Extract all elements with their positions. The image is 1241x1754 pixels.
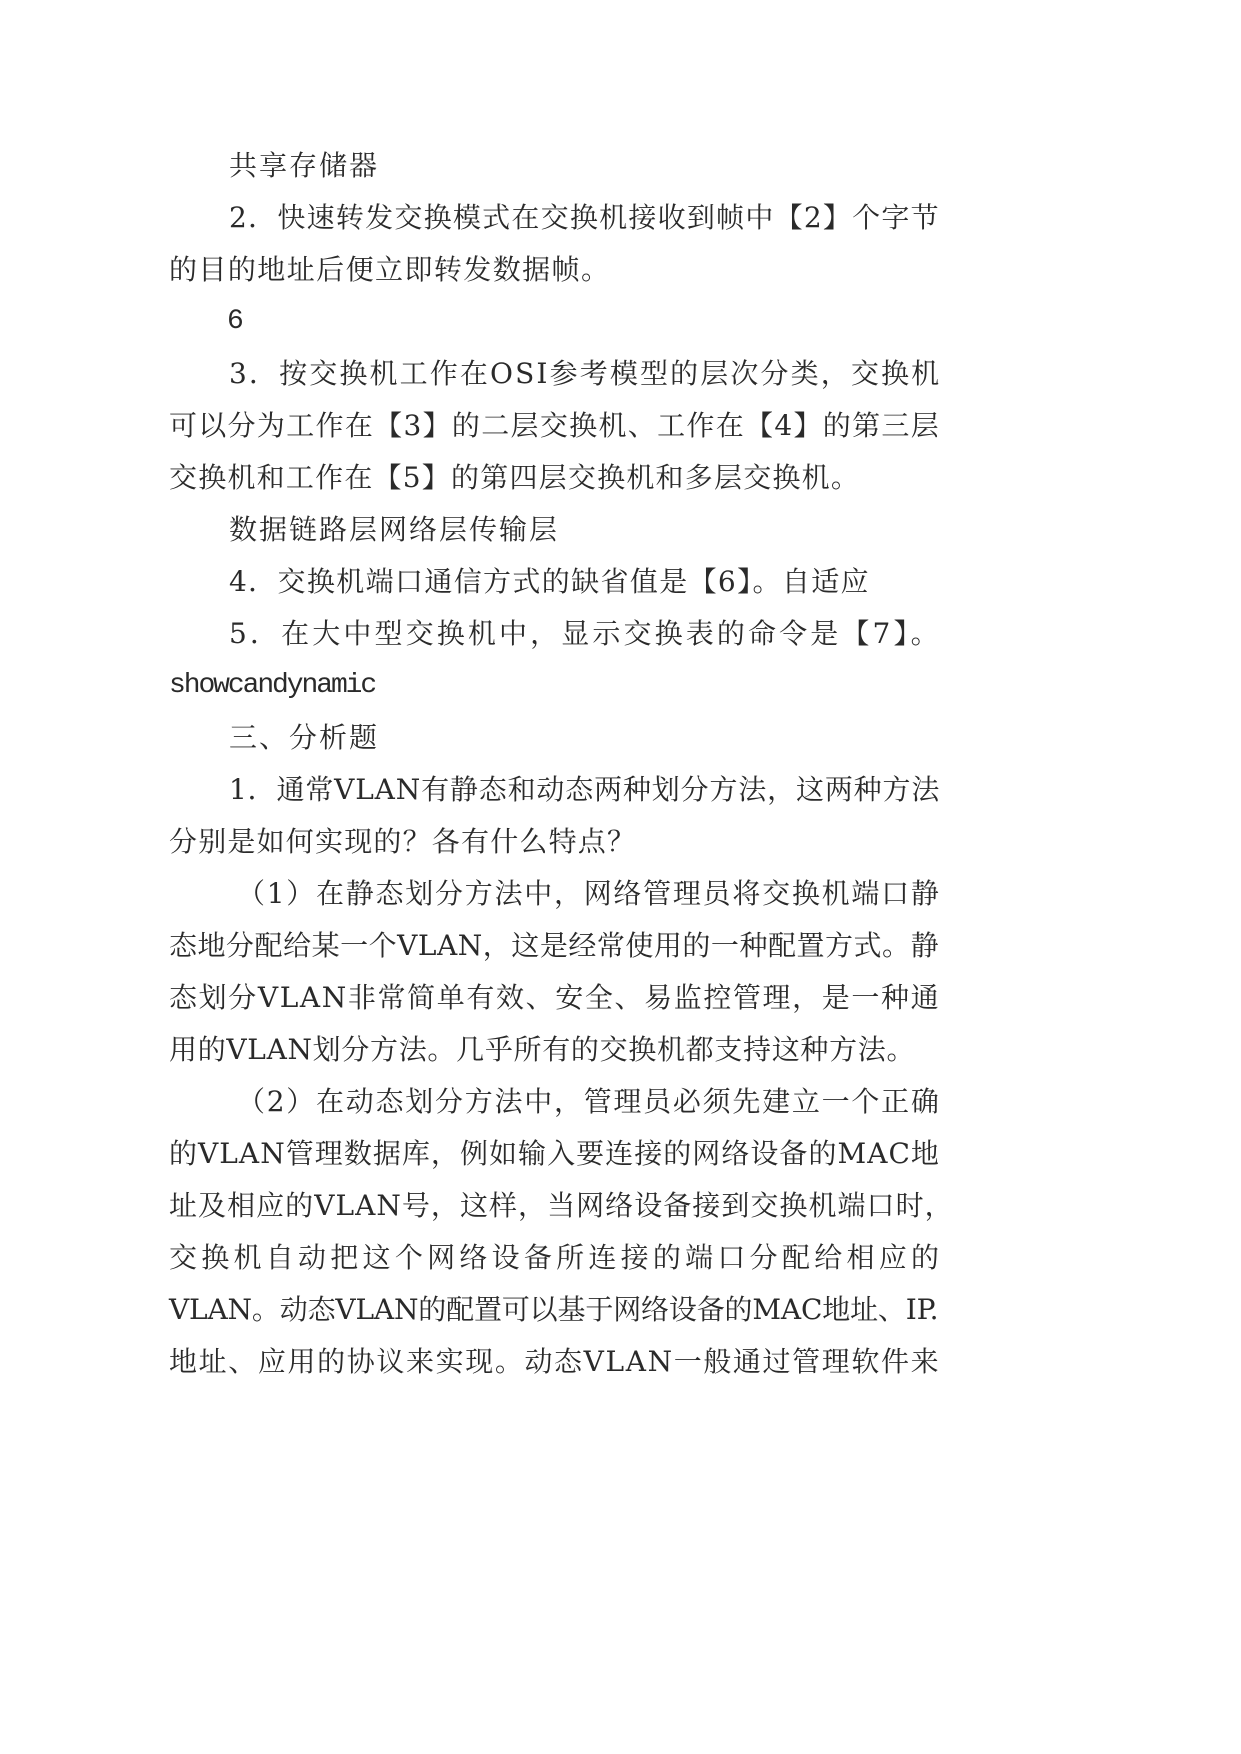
question-line: 交换机和工作在【5】的第四层交换机和多层交换机。 (169, 461, 861, 494)
paragraph-line: 交换机自动把这个网络设备所连接的端口分配给相应的 (169, 1241, 944, 1274)
question-line: 2．快速转发交换模式在交换机接收到帧中【2】个字节 (229, 201, 940, 234)
question-line: 1．通常VLAN有静态和动态两种划分方法，这两种方法 (229, 773, 941, 806)
paragraph-line: （2）在动态划分方法中，管理员必须先建立一个正确 (237, 1085, 941, 1118)
paragraph-line: 态划分VLAN非常简单有效、安全、易监控管理，是一种通 (169, 981, 941, 1014)
section-heading: 三、分析题 (229, 721, 380, 754)
question-line: 分别是如何实现的？各有什么特点？ (169, 825, 637, 858)
answer-line: 共享存储器 (229, 149, 380, 182)
paragraph-line: VLAN。动态VLAN的配置可以基于网络设备的MAC地址、IP. (169, 1293, 939, 1326)
answer-line: showcandynamic (169, 670, 376, 701)
answer-line: 数据链路层网络层传输层 (229, 513, 560, 546)
paragraph-line: 址及相应的VLAN号，这样，当网络设备接到交换机端口时， (169, 1189, 954, 1222)
question-line: 可以分为工作在【3】的二层交换机、工作在【4】的第三层 (169, 409, 941, 442)
paragraph-line: 地址、应用的协议来实现。动态VLAN一般通过管理软件来 (169, 1345, 941, 1378)
question-line: 5．在大中型交换机中，显示交换表的命令是【7】。 (229, 617, 942, 650)
question-line: 的目的地址后便立即转发数据帧。 (169, 253, 611, 286)
paragraph-line: 的VLAN管理数据库，例如输入要连接的网络设备的MAC地 (169, 1137, 940, 1170)
paragraph-line: 用的VLAN划分方法。几乎所有的交换机都支持这种方法。 (169, 1033, 916, 1066)
question-line: 4．交换机端口通信方式的缺省值是【6】。自适应 (229, 565, 870, 598)
paragraph-line: （1）在静态划分方法中，网络管理员将交换机端口静 (237, 877, 941, 910)
paragraph-line: 态地分配给某一个VLAN，这是经常使用的一种配置方式。静 (169, 929, 940, 962)
answer-line: 6 (227, 306, 244, 337)
question-line: 3．按交换机工作在OSI参考模型的层次分类，交换机 (229, 357, 942, 390)
